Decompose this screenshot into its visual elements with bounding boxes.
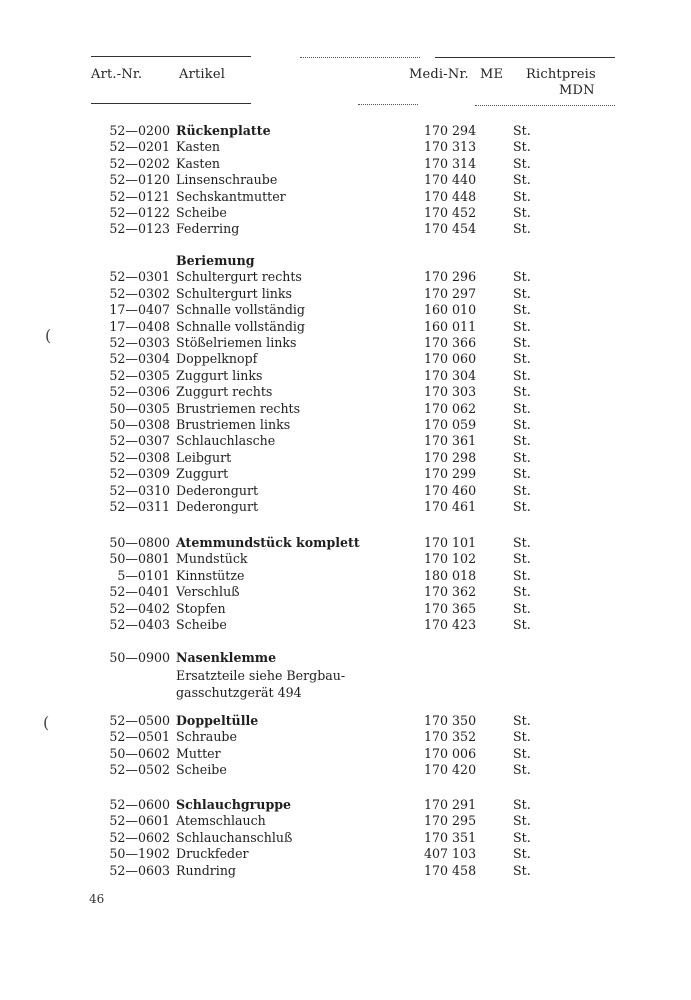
artikel-cell: Federring <box>176 221 240 237</box>
section-heading-text: Beriemung <box>176 253 255 268</box>
table-row <box>0 551 691 567</box>
artikel-cell: Brustriemen links <box>176 417 291 432</box>
art-nr-cell: 50—0900 <box>109 650 170 665</box>
art-nr-cell: 17—0408 <box>109 318 170 334</box>
art-nr-cell: 50—0801 <box>109 551 170 567</box>
art-nr-cell: 52—0401 <box>109 584 170 600</box>
medi-nr-cell: 170 060 <box>424 351 477 367</box>
header-bottom-rule-left <box>91 103 251 104</box>
table-row <box>0 797 691 813</box>
me-cell: St. <box>513 862 531 878</box>
medi-nr-cell: 170 366 <box>424 335 477 350</box>
art-nr-cell: 52—0403 <box>109 617 170 632</box>
art-nr-cell: 52—0600 <box>109 797 170 812</box>
table-row <box>0 139 691 155</box>
artikel-cell: Brustriemen rechts <box>176 400 301 416</box>
header-bottom-rule-mid <box>358 104 418 105</box>
art-nr-cell: 52—0402 <box>109 600 170 616</box>
art-nr-cell: 50—0305 <box>109 400 170 416</box>
medi-nr-cell: 160 010 <box>424 302 477 318</box>
me-cell: St. <box>513 617 531 632</box>
table-row <box>0 729 691 745</box>
table-row <box>0 466 691 482</box>
artikel-cell: Linsenschraube <box>176 172 278 188</box>
art-nr-cell: 52—0202 <box>109 155 170 171</box>
artikel-cell: Atemmundstück komplett <box>176 535 360 550</box>
artikel-cell: Scheibe <box>176 762 227 778</box>
medi-nr-cell: 170 101 <box>424 535 477 550</box>
me-cell: St. <box>513 335 531 350</box>
me-cell: St. <box>513 846 531 862</box>
table-row <box>0 450 691 466</box>
table-row <box>0 568 691 584</box>
artikel-cell: Doppelknopf <box>176 351 258 367</box>
table-row <box>0 269 691 285</box>
me-cell: St. <box>513 745 531 761</box>
art-nr-cell: 52—0310 <box>109 482 170 498</box>
artikel-cell: Schnalle vollständig <box>176 302 305 318</box>
me-cell: St. <box>513 139 531 155</box>
artikel-cell: Schraube <box>176 729 237 745</box>
art-nr-cell: 52—0601 <box>109 813 170 829</box>
medi-nr-cell: 170 294 <box>424 123 477 138</box>
artikel-cell: Zuggurt links <box>176 367 263 383</box>
medi-nr-cell: 170 350 <box>424 713 477 728</box>
me-cell: St. <box>513 762 531 778</box>
artikel-cell: Kasten <box>176 139 221 155</box>
me-cell: St. <box>513 123 531 138</box>
medi-nr-cell: 170 420 <box>424 762 477 778</box>
section-heading <box>0 253 691 269</box>
me-cell: St. <box>513 466 531 482</box>
medi-nr-cell: 170 314 <box>424 155 477 171</box>
medi-nr-cell: 170 313 <box>424 139 477 155</box>
me-cell: St. <box>513 285 531 301</box>
artikel-cell: Stößelriemen links <box>176 335 297 350</box>
artikel-cell: Rundring <box>176 862 236 878</box>
column-header-art-nr: Art.-Nr. <box>91 67 143 82</box>
art-nr-cell: 52—0602 <box>109 829 170 845</box>
margin-mark: ( <box>45 326 52 345</box>
artikel-cell: Leibgurt <box>176 449 232 465</box>
art-nr-cell: 52—0122 <box>109 205 170 220</box>
medi-nr-cell: 170 006 <box>424 745 477 761</box>
me-cell: St. <box>513 813 531 829</box>
header-bottom-rule-right <box>475 105 615 106</box>
art-nr-cell: 52—0200 <box>109 123 170 138</box>
table-row <box>0 417 691 433</box>
me-cell: St. <box>513 584 531 600</box>
header-top-rule-right <box>435 57 615 58</box>
art-nr-cell: 52—0305 <box>109 367 170 383</box>
note-text: gasschutzgerät 494 <box>176 685 302 701</box>
artikel-cell: Rückenplatte <box>176 123 271 138</box>
me-cell: St. <box>513 318 531 334</box>
artikel-cell: Stopfen <box>176 600 226 616</box>
me-cell: St. <box>513 269 531 285</box>
medi-nr-cell: 170 299 <box>424 466 477 482</box>
medi-nr-cell: 170 440 <box>424 172 477 188</box>
table-row <box>0 302 691 318</box>
me-cell: St. <box>513 433 531 449</box>
me-cell: St. <box>513 351 531 367</box>
artikel-cell: Schlauchanschluß <box>176 829 293 845</box>
me-cell: St. <box>513 367 531 383</box>
table-row <box>0 156 691 172</box>
artikel-cell: Kinnstütze <box>176 567 245 583</box>
column-header-me: ME <box>480 67 504 82</box>
medi-nr-cell: 170 458 <box>424 862 477 878</box>
medi-nr-cell: 170 362 <box>424 584 477 600</box>
table-row <box>0 746 691 762</box>
artikel-cell: Nasenklemme <box>176 650 277 665</box>
art-nr-cell: 5—0101 <box>117 567 170 583</box>
art-nr-cell: 52—0500 <box>109 713 170 728</box>
table-row <box>0 368 691 384</box>
medi-nr-cell: 180 018 <box>424 567 477 583</box>
medi-nr-cell: 170 460 <box>424 482 477 498</box>
artikel-cell: Verschluß <box>176 584 240 600</box>
table-row <box>0 384 691 400</box>
medi-nr-cell: 170 297 <box>424 285 477 301</box>
table-row <box>0 713 691 729</box>
artikel-cell: Sechskantmutter <box>176 188 286 204</box>
artikel-cell: Zuggurt <box>176 466 229 482</box>
artikel-cell: Zuggurt rechts <box>176 384 273 400</box>
medi-nr-cell: 170 365 <box>424 600 477 616</box>
note-text: Ersatzteile siehe Bergbau- <box>176 668 346 684</box>
art-nr-cell: 52—0302 <box>109 285 170 301</box>
artikel-cell: Scheibe <box>176 617 227 632</box>
medi-nr-cell: 170 448 <box>424 188 477 204</box>
table-row <box>0 172 691 188</box>
medi-nr-cell: 407 103 <box>424 846 477 862</box>
medi-nr-cell: 170 295 <box>424 813 477 829</box>
table-row <box>0 617 691 633</box>
me-cell: St. <box>513 302 531 318</box>
me-cell: St. <box>513 729 531 745</box>
medi-nr-cell: 170 291 <box>424 797 477 812</box>
art-nr-cell: 52—0307 <box>109 433 170 449</box>
art-nr-cell: 50—0308 <box>109 417 170 432</box>
art-nr-cell: 52—0120 <box>109 172 170 188</box>
table-row <box>0 584 691 600</box>
medi-nr-cell: 170 102 <box>424 551 477 567</box>
artikel-cell: Dederongurt <box>176 482 259 498</box>
medi-nr-cell: 170 303 <box>424 384 477 400</box>
me-cell: St. <box>513 155 531 171</box>
table-row <box>0 205 691 221</box>
me-cell: St. <box>513 400 531 416</box>
art-nr-cell: 52—0501 <box>109 729 170 745</box>
artikel-cell: Doppeltülle <box>176 713 259 728</box>
art-nr-cell: 50—1902 <box>109 846 170 862</box>
me-cell: St. <box>513 535 531 550</box>
me-cell: St. <box>513 600 531 616</box>
table-row <box>0 813 691 829</box>
table-row <box>0 319 691 335</box>
art-nr-cell: 52—0306 <box>109 384 170 400</box>
art-nr-cell: 52—0309 <box>109 466 170 482</box>
art-nr-cell: 52—0201 <box>109 139 170 155</box>
table-row <box>0 830 691 846</box>
column-header-artikel: Artikel <box>179 67 226 82</box>
me-cell: St. <box>513 482 531 498</box>
medi-nr-cell: 170 452 <box>424 205 477 220</box>
table-row <box>0 221 691 237</box>
me-cell: St. <box>513 567 531 583</box>
table-row <box>0 762 691 778</box>
medi-nr-cell: 170 351 <box>424 829 477 845</box>
artikel-cell: Dederongurt <box>176 499 259 514</box>
column-header-richtpreis: Richtpreis <box>526 67 596 82</box>
table-row <box>0 401 691 417</box>
column-header-mdn: MDN <box>559 83 595 98</box>
table-row <box>0 433 691 449</box>
header-top-rule-mid <box>300 57 420 58</box>
table-row <box>0 499 691 515</box>
table-row <box>0 123 691 139</box>
artikel-cell: Schlauchlasche <box>176 433 276 449</box>
table-row <box>0 863 691 879</box>
medi-nr-cell: 160 011 <box>424 318 477 334</box>
me-cell: St. <box>513 551 531 567</box>
artikel-cell: Mutter <box>176 745 221 761</box>
artikel-cell: Kasten <box>176 155 221 171</box>
table-row <box>0 335 691 351</box>
table-row <box>0 351 691 367</box>
art-nr-cell: 52—0301 <box>109 269 170 285</box>
me-cell: St. <box>513 829 531 845</box>
table-row <box>0 189 691 205</box>
medi-nr-cell: 170 296 <box>424 269 477 285</box>
margin-mark: ( <box>43 713 50 732</box>
medi-nr-cell: 170 062 <box>424 400 477 416</box>
table-row <box>0 286 691 302</box>
art-nr-cell: 52—0308 <box>109 449 170 465</box>
artikel-cell: Schultergurt links <box>176 285 292 301</box>
me-cell: St. <box>513 384 531 400</box>
table-row <box>0 650 691 666</box>
artikel-cell: Mundstück <box>176 551 248 567</box>
header-top-rule-left <box>91 56 251 57</box>
me-cell: St. <box>513 221 531 237</box>
art-nr-cell: 52—0311 <box>109 499 170 514</box>
me-cell: St. <box>513 499 531 514</box>
column-header-medi-nr: Medi-Nr. <box>409 67 469 82</box>
medi-nr-cell: 170 059 <box>424 417 477 432</box>
me-cell: St. <box>513 188 531 204</box>
artikel-cell: Schlauchgruppe <box>176 797 292 812</box>
me-cell: St. <box>513 449 531 465</box>
me-cell: St. <box>513 205 531 220</box>
table-row <box>0 601 691 617</box>
me-cell: St. <box>513 417 531 432</box>
medi-nr-cell: 170 304 <box>424 367 477 383</box>
me-cell: St. <box>513 797 531 812</box>
medi-nr-cell: 170 454 <box>424 221 477 237</box>
me-cell: St. <box>513 172 531 188</box>
art-nr-cell: 52—0121 <box>109 188 170 204</box>
table-row <box>0 483 691 499</box>
artikel-cell: Atemschlauch <box>176 813 266 829</box>
art-nr-cell: 17—0407 <box>109 302 170 318</box>
art-nr-cell: 52—0603 <box>109 862 170 878</box>
page-number: 46 <box>89 892 105 906</box>
me-cell: St. <box>513 713 531 728</box>
art-nr-cell: 52—0303 <box>109 335 170 350</box>
art-nr-cell: 50—0800 <box>109 535 170 550</box>
medi-nr-cell: 170 361 <box>424 433 477 449</box>
table-row <box>0 535 691 551</box>
medi-nr-cell: 170 461 <box>424 499 477 514</box>
artikel-cell: Druckfeder <box>176 846 249 862</box>
art-nr-cell: 50—0602 <box>109 745 170 761</box>
medi-nr-cell: 170 352 <box>424 729 477 745</box>
art-nr-cell: 52—0123 <box>109 221 170 237</box>
art-nr-cell: 52—0304 <box>109 351 170 367</box>
art-nr-cell: 52—0502 <box>109 762 170 778</box>
artikel-cell: Schultergurt rechts <box>176 269 302 285</box>
medi-nr-cell: 170 298 <box>424 449 477 465</box>
artikel-cell: Scheibe <box>176 205 227 220</box>
table-row <box>0 846 691 862</box>
medi-nr-cell: 170 423 <box>424 617 477 632</box>
artikel-cell: Schnalle vollständig <box>176 318 305 334</box>
